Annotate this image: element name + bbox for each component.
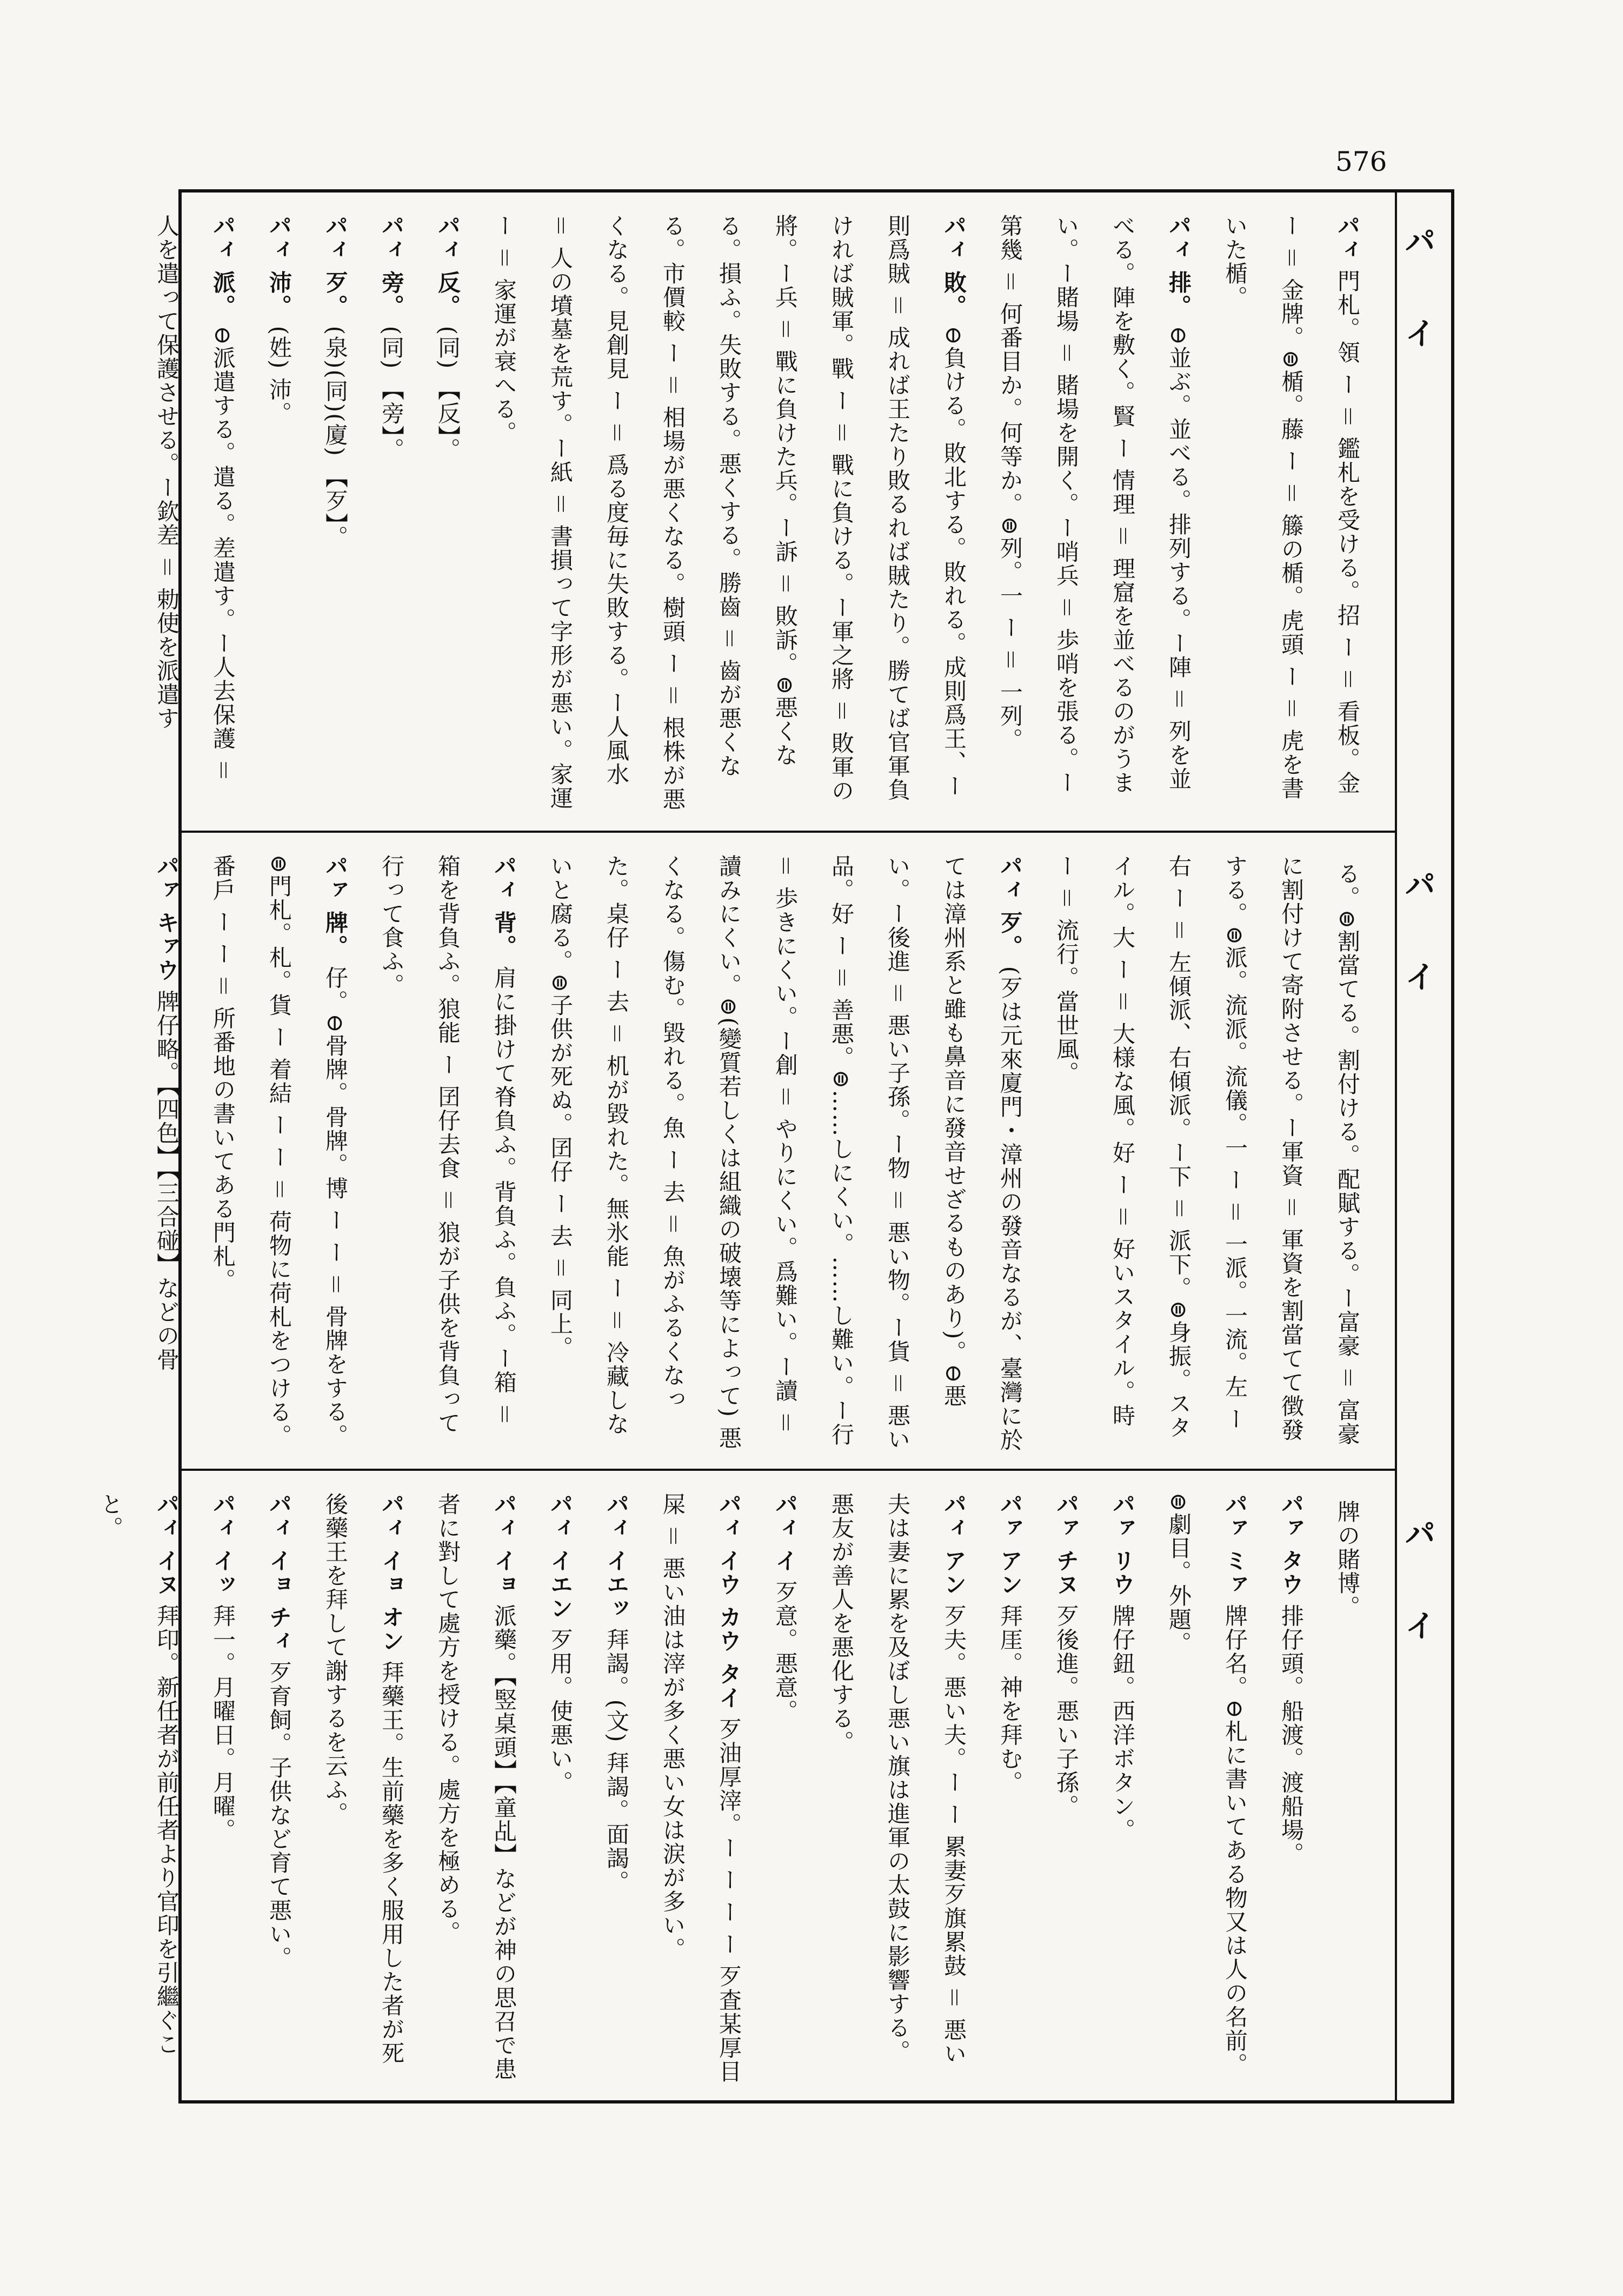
entry-definition: 歹油厚滓。ー ー ー ー 歹査某厚目屎 ＝ 悪い油は滓が多く悪い女は涙が多い。 (660, 1492, 742, 2084)
entry-definition: 排仔頭。船渡。渡船場。 (1278, 1604, 1305, 1866)
entry-headword: パィ イエッ (603, 1492, 630, 1621)
dictionary-entry (307, 214, 363, 814)
entry-headword: パィ イョ (491, 1492, 517, 1597)
tier-text (154, 214, 1375, 814)
tier-bottom (97, 1469, 1397, 2100)
entry-definition: 牌の賭博。 (1334, 1500, 1361, 1619)
entry-headword: パィ イッ (210, 1492, 236, 1597)
entry-definition: 歹夫。悪い夫。ー ー 累妻歹旗累鼓 ＝ 悪い夫は妻に累を及ぼし悪い旗は進軍の太鼓に影響する。悪友が善人を悪化する。 (828, 1492, 967, 2066)
entry-headword: パィ 敗。 (941, 214, 967, 318)
entry-headword: パィ 旁。 (378, 214, 405, 318)
dictionary-entry (195, 1492, 251, 2084)
dictionary-entry (644, 1492, 757, 2084)
entry-definition: 牌仔略。【四色】【三合碰】などの骨 (154, 990, 180, 1372)
dictionary-entry (757, 1492, 813, 2084)
dictionary-entry (1319, 1492, 1375, 2084)
dictionary-entry (982, 214, 1207, 814)
entry-definition: 歹後進。悪い子孫。 (1053, 1604, 1080, 1819)
dictionary-entry (420, 1492, 532, 2084)
entry-headword: パィ イ (772, 1492, 799, 1573)
entry-definition: 歹育飼。子供など育て悪い。 (266, 1661, 292, 1970)
entry-definition: 拜藥王。生前藥を多く服用した者が死後藥王を拜して謝するを云ふ。 (322, 1492, 405, 2066)
tier-text (154, 854, 1375, 1452)
entry-headword: パィ (1334, 214, 1361, 262)
tier-top (154, 193, 1397, 831)
entry-headword: パィ イエン (547, 1492, 574, 1621)
dictionary-entry (251, 1492, 307, 2084)
entry-headword: パァ リウ (1109, 1492, 1136, 1597)
header-mark: パ (1399, 225, 1436, 256)
header-mark: パ (1399, 1517, 1436, 1549)
header-column (1395, 193, 1451, 2100)
entry-definition: 拜謁。(文) 拜謁。面謁。 (603, 1628, 630, 1894)
dictionary-entry (588, 1492, 644, 2084)
dictionary-page-frame (97, 189, 1454, 2103)
entry-definition: 派藥。【竪桌頭】【童乩】などが神の思召で患者に對して處方を授ける。處方を極める。 (435, 1492, 517, 2081)
entry-definition: ⊖負ける。敗北する。敗れる。成則爲王、ー則爲賊 ＝ 成れば王たり敗るれば賊たり。勝てば官軍負ければ賊軍。戰 ー ＝ 戰に負ける。ー軍之將 ＝ 敗軍の將。ー兵 ＝ 戰に負けた兵。ー訴 ＝ 敗訴。⊜悪くなる。損ふ。失敗する。悪くする。勝齒 ＝ 齒が悪くなる。市價較 ー ＝ 相場が悪くなる。樹頭 ー ＝ 根株が悪くなる。見創見 ー ＝ 爲る度毎に失敗する。ー人風水 ＝ 人の墳墓を荒す。ー紙 ＝ 書損って字形が悪い。家運 ー ＝ 家運が衰へる。 (491, 214, 967, 812)
entry-headword: パァ アン (997, 1492, 1023, 1597)
entry-headword: パァ キァウ (154, 854, 180, 983)
entry-definition: 拜一。月曜日。月曜。 (210, 1604, 236, 1842)
header-mark: イ (1399, 1609, 1436, 1641)
entry-definition: 拜厓。神を拜む。 (997, 1604, 1023, 1795)
entry-definition: ⊖並ぶ。並べる。排列する。ー陣 ＝ 列を並べる。陣を敷く。賢 ー 情理 ＝ 理窟を並べるのがうまい。ー賭場 ＝ 賭場を開く。ー哨兵 ＝ 歩哨を張る。ー第幾 ＝ 何番目か。何等か。⊜列。一 ー ＝ 一列。 (997, 214, 1192, 795)
dictionary-entry (982, 1492, 1038, 2084)
dictionary-entry (363, 854, 532, 1452)
dictionary-entry (1263, 1492, 1319, 2084)
dictionary-entry (532, 1492, 588, 2084)
dictionary-entry (1094, 1492, 1150, 2084)
tier-middle (154, 831, 1397, 1469)
entry-headword: パィ 反。 (435, 214, 461, 318)
entry-headword: パァ タウ (1278, 1492, 1305, 1597)
entry-headword: パァ チヌ (1053, 1492, 1080, 1597)
entry-definition: 仔。⊖骨牌。骨牌。博 ー ー ＝ 骨牌をする。⊜門札。札。貨 ー 着結 ー ー ＝ 荷物に荷札をつける。番戶 ー ー ＝ 所番地の書いてある門札。 (210, 854, 349, 1448)
entry-definition: 牌仔鈕。西洋ボタン。 (1109, 1604, 1136, 1842)
entry-headword: パィ 背。 (491, 854, 517, 959)
dictionary-entry (138, 214, 251, 814)
entry-definition: 歹用。使悪い。 (547, 1628, 574, 1795)
entry-definition: 門札。領 ー ＝ 鑑札を受ける。招 ー ＝ 看板。金 ー ＝ 金牌。⊜楯。藤 ー ＝ 籐の楯。虎頭 ー ＝ 虎を書いた楯。 (1222, 214, 1361, 800)
dictionary-entry (476, 214, 982, 814)
entry-definition: 肩に掛けて脊負ふ。背負ふ。負ふ。ー箱 ＝ 箱を背負ふ。狼能 ー 囝仔去食 ＝ 狼が子供を背負って行って食ふ。 (378, 854, 517, 1435)
dictionary-entry (363, 214, 420, 814)
entry-definition: (同) 【反】。 (435, 326, 461, 462)
header-mark: イ (1399, 317, 1436, 348)
entry-definition: (姓) 沛。 (266, 326, 292, 426)
entry-definition: る。⊜割當てる。割付ける。配賦する。ー富豪 ＝ 富豪に割付けて寄附させる。ー軍資 ＝ 軍資を割當てて徴發する。⊜派。流派。流儀。一 ー ＝ 一派。一流。左 ー 右 ー ＝ 左傾派、右傾派。ー下 ＝ 派下。⊜身振。スタイル。大 ー ＝ 大様な風。好 ー ＝ 好いスタイル。時 ー ＝ 流行。當世風。 (1053, 854, 1361, 1446)
dictionary-entry (1038, 1492, 1094, 2084)
dictionary-entry (1038, 854, 1375, 1452)
entry-headword: パィ 派。 (210, 214, 236, 318)
entry-headword: パィ イヌ (154, 1492, 180, 1597)
dictionary-entry (195, 854, 363, 1452)
entry-headword: パィ アン (941, 1492, 967, 1597)
dictionary-entry (138, 854, 195, 1452)
dictionary-entry (420, 214, 476, 814)
entry-headword: パィ イウ カウ タイ (716, 1492, 742, 1710)
entry-headword: パィ イョ チィ (266, 1492, 292, 1654)
dictionary-entry (532, 854, 1038, 1452)
header-mark: イ (1399, 960, 1436, 992)
header-mark: パ (1399, 868, 1436, 900)
entry-headword: パィ 排。 (1166, 214, 1192, 318)
entry-headword: パィ 歹。 (997, 854, 1023, 959)
entry-definition: 歹意。悪意。 (772, 1580, 799, 1723)
entry-headword: パィ 沛。 (266, 214, 292, 318)
entry-headword: パィ イョ オン (378, 1492, 405, 1654)
dictionary-entry (307, 1492, 420, 2084)
entry-definition: (同) 【旁】。 (378, 326, 405, 462)
entry-definition: 牌仔名。⊖札に書いてある物又は人の名前。⊜劇目。外題。 (1166, 1492, 1248, 2076)
entry-definition: (歹は元來廈門・漳州の發音なるが、臺灣に於ては漳州系と雖も鼻音に發音せざるものあり)。⊖悪い。ー後進 ＝ 悪い子孫。ー物 ＝ 悪い物。ー貨 ＝ 悪い品。好 ー ＝ 善悪。⊜……しにくい。……し難い。ー行 ＝ 歩きにくい。ー創 ＝ やりにくい。爲難い。ー讀 ＝ 讀みにくい。⊜(變質若しくは組織の破壊等によって) 悪くなる。傷む。毀れる。魚 ー 去 ＝ 魚がふるくなった。桌仔 ー 去 ＝ 机が毀れた。無氷能 ー ＝ 冷藏しないと腐る。⊜子供が死ぬ。囝仔 ー 去 ＝ 同上。 (547, 854, 1023, 1452)
dictionary-entry (251, 214, 307, 814)
entry-headword: パァ 牌。 (322, 854, 349, 959)
entry-definition: 拜印。新任者が前任者より官印を引繼ぐこと。 (97, 1492, 180, 2056)
dictionary-entry (82, 1492, 195, 2084)
entry-headword: パァ ミァ (1222, 1492, 1248, 1597)
entry-headword: パィ 歹。 (322, 214, 349, 318)
tier-text (97, 1492, 1375, 2084)
entry-definition: (泉)(同)(廈) 【歹】。 (322, 326, 349, 549)
page-number: 576 (1335, 146, 1387, 177)
dictionary-entry (813, 1492, 982, 2084)
dictionary-entry (1150, 1492, 1263, 2084)
dictionary-entry (1207, 214, 1375, 814)
entry-definition: ⊖派遣する。遣る。差遣す。ー人去保護 ＝ 人を遣って保護させる。ー欽差 ＝ 勅使を派遣す (154, 214, 236, 783)
